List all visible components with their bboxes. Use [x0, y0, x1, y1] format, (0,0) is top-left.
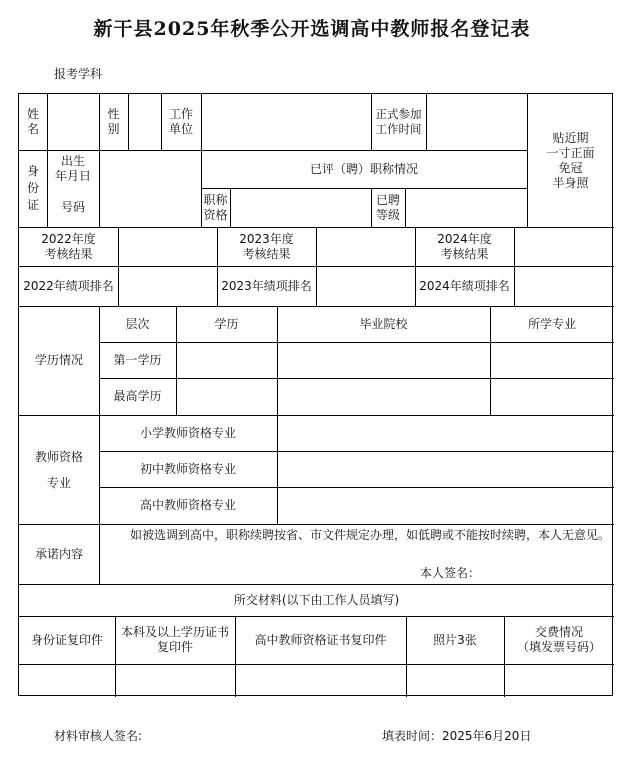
name-field[interactable] [48, 94, 99, 150]
junior-cert-label: 初中教师资格专业 [139, 461, 236, 476]
title-field[interactable] [231, 188, 371, 227]
hired-level-field[interactable] [406, 188, 527, 227]
work-unit-label: 工作 单位 [168, 107, 193, 136]
photo-placeholder: 贴近期 一寸正面 免冠 半身照 [546, 130, 595, 190]
senior-cert-label: 高中教师资格专业 [139, 498, 236, 512]
first-degree-label: 第一学历 [113, 352, 162, 367]
education-section-label: 学历情况 [34, 353, 83, 367]
signature-label: 本人签名： [420, 566, 481, 580]
materials-header: 所交材料(以下由工作人员填写) [233, 592, 400, 607]
promise-label: 承诺内容 [34, 546, 83, 561]
subject-label: 报考学科 [54, 67, 103, 81]
id-number-label: 号码 [60, 200, 85, 214]
education-level-header: 层次 [125, 316, 150, 331]
photos-label: 照片3张 [433, 632, 477, 647]
rule [118, 227, 119, 266]
hired-level-label: 已聘 等级 [375, 192, 400, 222]
registration-form-table [18, 93, 613, 696]
promise-text: 如被选调到高中，职称续聘按省、市文件规定办理，如低聘或不能按时续聘，本人无意见。 [130, 528, 611, 542]
ranking-2023-label: 2023年绩项排名 [221, 278, 312, 293]
form-title: 新干县2025年秋季公开选调高中教师报名登记表 [93, 18, 531, 40]
title-label: 职称 资格 [203, 192, 228, 222]
ranking-2024-label: 2024年绩项排名 [419, 278, 510, 293]
education-school-header: 毕业院校 [359, 316, 408, 331]
title-status-label: 已评（聘）职称情况 [309, 161, 418, 176]
rule [118, 266, 119, 306]
id-number-field[interactable] [100, 188, 201, 227]
name-label: 姓 名 [26, 107, 39, 136]
id-card-label: 身 份 证 [26, 164, 39, 212]
rule [316, 266, 317, 306]
work-unit-field[interactable] [202, 94, 371, 150]
primary-cert-label: 小学教师资格专业 [139, 425, 236, 440]
formal-work-time-label: 正式参加 工作时间 [375, 107, 422, 136]
assessment-2024-label: 2024年度 考核结果 [437, 231, 492, 261]
birth-label: 出生 年月日 [54, 154, 91, 183]
degree-copy-label: 本科及以上学历证书 复印件 [120, 625, 229, 654]
gender-label: 性 别 [107, 107, 120, 136]
rule [277, 415, 278, 524]
teacher-cert-section-label: 教师资格 专业 [34, 449, 83, 490]
fee-label: 交费情况 （填发票号码） [516, 625, 601, 654]
education-degree-header: 学历 [214, 316, 239, 331]
rule [514, 227, 515, 266]
gender-field[interactable] [129, 94, 161, 150]
birth-field[interactable] [100, 150, 201, 188]
ranking-2022-label: 2022年绩项排名 [23, 278, 114, 293]
rule [19, 524, 614, 525]
fill-date: 填表时间：2025年6月20日 [382, 729, 532, 743]
assessment-2022-label: 2022年度 考核结果 [41, 231, 96, 261]
id-copy-label: 身份证复印件 [30, 632, 103, 647]
cert-copy-label: 高中教师资格证书复印件 [254, 632, 387, 647]
rule [316, 227, 317, 266]
rule [514, 266, 515, 306]
formal-work-time-field[interactable] [427, 94, 527, 150]
education-major-header: 所学专业 [527, 316, 576, 331]
reviewer-signature-label: 材料审核人签名: [54, 729, 143, 743]
highest-degree-label: 最高学历 [113, 389, 162, 403]
rule [19, 664, 614, 665]
assessment-2023-label: 2023年度 考核结果 [239, 231, 294, 261]
